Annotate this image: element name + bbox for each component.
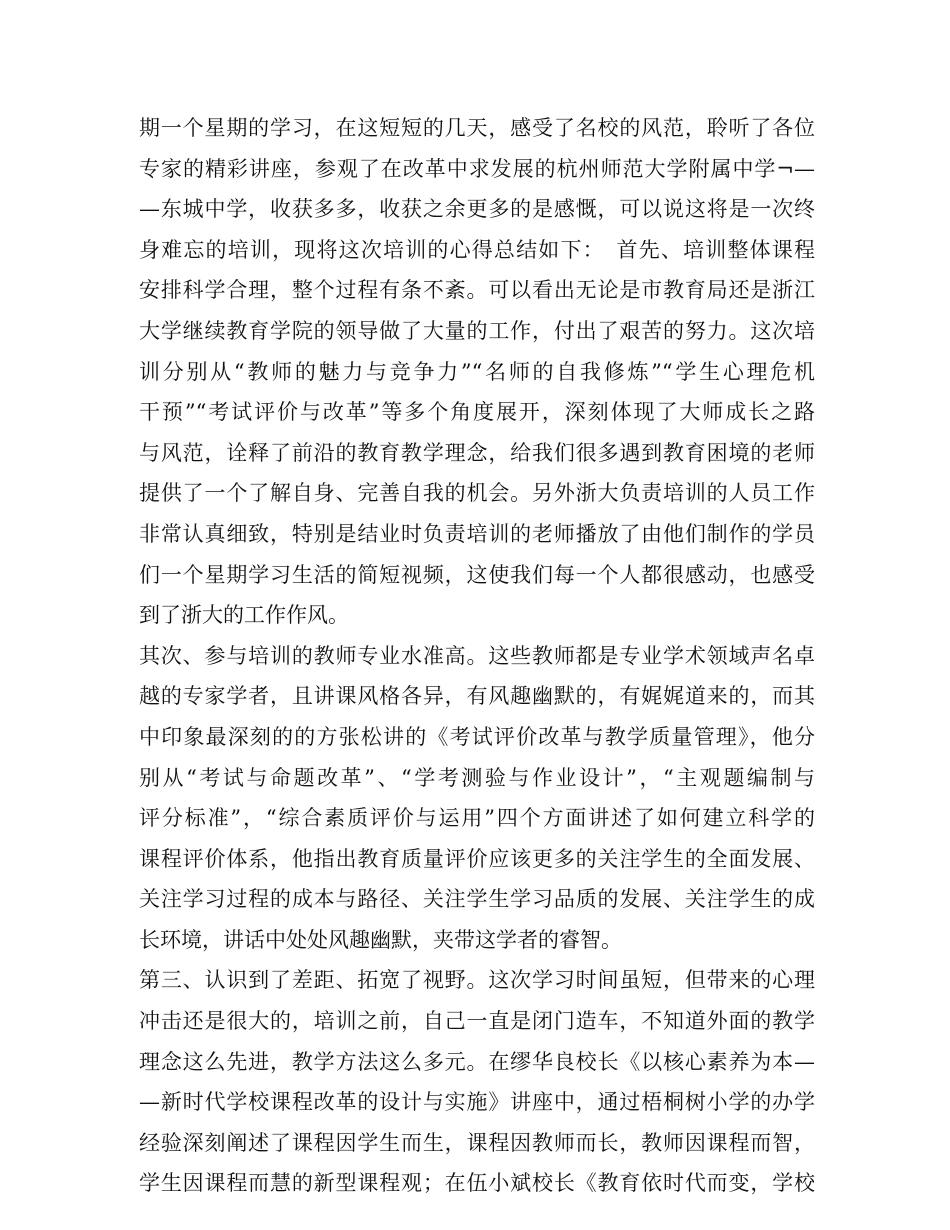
text-line: 其次、参与培训的教师专业水准高。这些教师都是专业学术领域声名卓 bbox=[139, 643, 815, 668]
text-line: 非常认真细致，特别是结业时负责培训的老师播放了由他们制作的学员 bbox=[139, 521, 815, 546]
text-line: 训分别从“教师的魅力与竞争力”“名师的自我修炼”“学生心理危机 bbox=[139, 359, 815, 384]
text-line: 期一个星期的学习，在这短短的几天，感受了名校的风范，聆听了各位 bbox=[139, 116, 815, 140]
text-line: 别从“考试与命题改革”、“学考测验与作业设计”，“主观题编制与 bbox=[139, 765, 815, 790]
text-line: 安排科学合理，整个过程有条不紊。可以看出无论是市教育局还是浙江 bbox=[139, 278, 815, 303]
text-line: 冲击还是很大的，培训之前，自己一直是闭门造车，不知道外面的教学 bbox=[139, 1009, 815, 1034]
text-line: 课程评价体系，他指出教育质量评价应该更多的关注学生的全面发展、 bbox=[139, 846, 815, 871]
paragraph-end-line: 长环境，讲话中处处风趣幽默，夹带这学者的睿智。 bbox=[139, 927, 622, 952]
text-line: 专家的精彩讲座，参观了在改革中求发展的杭州师范大学附属中学¬— bbox=[139, 156, 815, 181]
text-line: 们一个星期学习生活的简短视频，这使我们每一个人都很感动，也感受 bbox=[139, 562, 815, 587]
body-text bbox=[139, 108, 815, 1204]
paragraph-end-line: 到了浙大的工作作风。 bbox=[139, 603, 349, 628]
text-line: 提供了一个了解自身、完善自我的机会。另外浙大负责培训的人员工作 bbox=[139, 481, 815, 506]
text-line: 越的专家学者，且讲课风格各异，有风趣幽默的，有娓娓道来的，而其 bbox=[139, 684, 815, 709]
text-line: 中印象最深刻的的方张松讲的《考试评价改革与教学质量管理》，他分 bbox=[139, 724, 815, 749]
text-line: 大学继续教育学院的领导做了大量的工作，付出了艰苦的努力。这次培 bbox=[139, 318, 815, 343]
text-line: —新时代学校课程改革的设计与实施》讲座中，通过梧桐树小学的办学 bbox=[139, 1090, 815, 1115]
text-line: 评分标准”，“综合素质评价与运用”四个方面讲述了如何建立科学的 bbox=[139, 806, 815, 831]
text-line: 经验深刻阐述了课程因学生而生，课程因教师而长，教师因课程而智， bbox=[139, 1130, 815, 1155]
text-line: 学生因课程而慧的新型课程观；在伍小斌校长《教育依时代而变，学校 bbox=[139, 1171, 815, 1196]
text-line: 干预”“考试评价与改革”等多个角度展开，深刻体现了大师成长之路 bbox=[139, 400, 815, 425]
text-line: —东城中学，收获多多，收获之余更多的是感慨，可以说这将是一次终 bbox=[139, 197, 815, 222]
text-line: 关注学习过程的成本与路径、关注学生学习品质的发展、关注学生的成 bbox=[139, 887, 815, 912]
text-line: 身难忘的培训，现将这次培训的心得总结如下： 首先、培训整体课程 bbox=[139, 237, 815, 262]
text-line: 与风范，诠释了前沿的教育教学理念，给我们很多遇到教育困境的老师 bbox=[139, 440, 815, 465]
text-line: 理念这么先进，教学方法这么多元。在缪华良校长《以核心素养为本— bbox=[139, 1049, 815, 1074]
text-line: 第三、认识到了差距、拓宽了视野。这次学习时间虽短，但带来的心理 bbox=[139, 968, 815, 993]
